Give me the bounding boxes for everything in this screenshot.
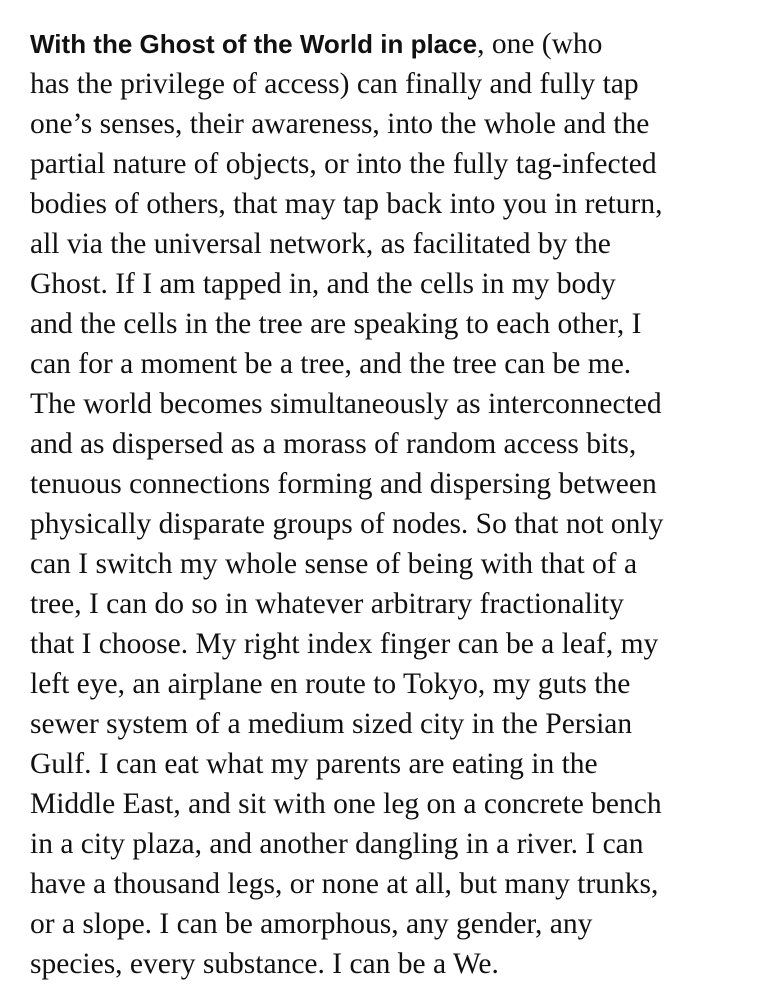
text-line-content: , one (who [477, 28, 603, 60]
text-line: tree, I can do so in whatever arbitrary fractionality [30, 588, 624, 620]
text-line: Ghost. If I am tapped in, and the cells in my body [30, 268, 616, 300]
text-line: partial nature of objects, or into the fully tag-infected [30, 148, 657, 180]
text-line: have a thousand legs, or none at all, but many trunks, [30, 868, 659, 900]
text-line: species, every substance. I can be a We. [30, 948, 499, 980]
text-line: can for a moment be a tree, and the tree can be me. [30, 348, 632, 380]
text-line: Gulf. I can eat what my parents are eating in the [30, 748, 598, 780]
text-line: one’s senses, their awareness, into the whole and the [30, 108, 650, 140]
text-page [30, 24, 760, 984]
bold-lead-phrase: With the Ghost of the World in place [30, 29, 478, 59]
text-line: can I switch my whole sense of being with that of a [30, 548, 638, 580]
text-line: physically disparate groups of nodes. So that not only [30, 508, 664, 540]
text-line [30, 24, 760, 64]
text-line: all via the universal network, as facilitated by the [30, 228, 611, 260]
text-line: that I choose. My right index finger can be a leaf, my [30, 628, 659, 660]
text-line: The world becomes simultaneously as interconnected [30, 388, 662, 420]
text-line: Middle East, and sit with one leg on a concrete bench [30, 788, 662, 820]
text-line: and the cells in the tree are speaking to each other, I [30, 308, 642, 340]
text-line: tenuous connections forming and dispersing between [30, 468, 657, 500]
text-line: in a city plaza, and another dangling in a river. I can [30, 828, 644, 860]
text-line: bodies of others, that may tap back into you in return, [30, 188, 663, 220]
text-line: left eye, an airplane en route to Tokyo, my guts the [30, 668, 631, 700]
text-line: and as dispersed as a morass of random access bits, [30, 428, 637, 460]
text-line: sewer system of a medium sized city in the Persian [30, 708, 633, 740]
text-line: has the privilege of access) can finally and fully tap [30, 68, 639, 100]
text-line: or a slope. I can be amorphous, any gender, any [30, 908, 593, 940]
